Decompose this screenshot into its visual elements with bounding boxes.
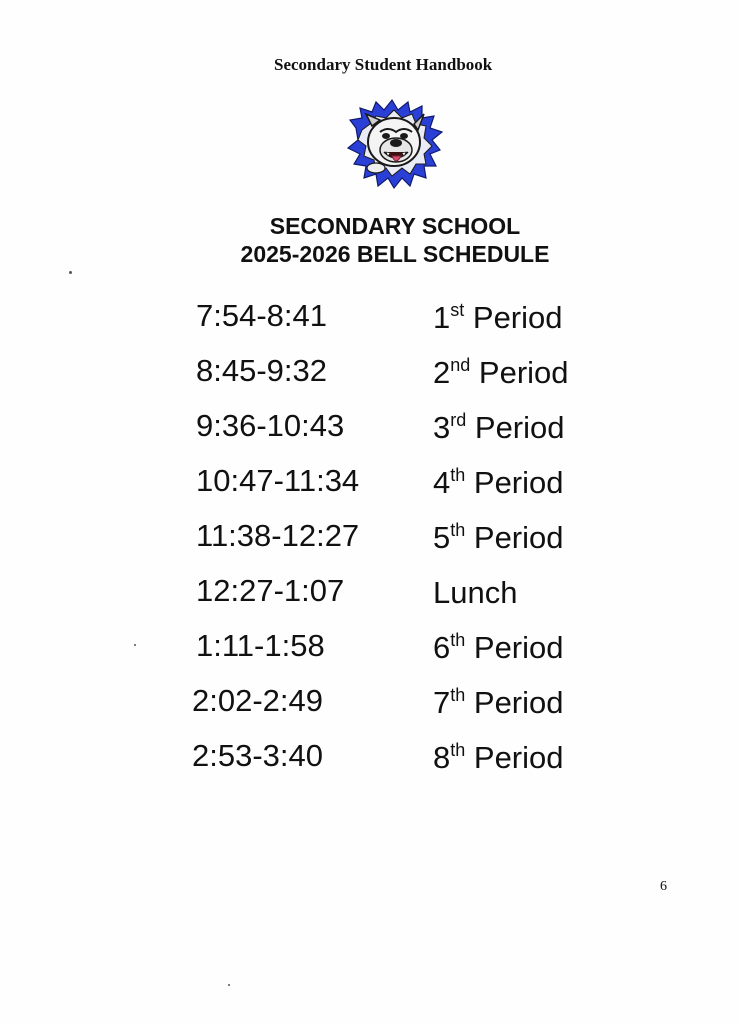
schedule-time: 7:54-8:41 <box>196 298 327 333</box>
schedule-time: 2:02-2:49 <box>192 683 323 718</box>
schedule-row <box>0 408 739 463</box>
schedule-period: 6th Period <box>433 630 564 665</box>
schedule-time: 1:11-1:58 <box>196 628 325 663</box>
schedule-row <box>0 463 739 518</box>
schedule-row <box>0 738 739 793</box>
schedule-period: 3rd Period <box>433 410 565 445</box>
title-line-2: 2025-2026 BELL SCHEDULE <box>240 241 550 267</box>
schedule-row <box>0 573 739 628</box>
scan-speck <box>228 984 230 986</box>
schedule-row <box>0 353 739 408</box>
scan-speck <box>69 271 72 274</box>
schedule-period: 2nd Period <box>433 355 569 390</box>
schedule-time: 10:47-11:34 <box>196 463 360 498</box>
schedule-period: 8th Period <box>433 740 564 775</box>
handbook-title: Secondary Student Handbook <box>274 55 493 74</box>
schedule-period: 4th Period <box>433 465 564 500</box>
schedule-row <box>0 298 739 353</box>
schedule-period: 5th Period <box>433 520 564 555</box>
schedule-time: 12:27-1:07 <box>196 573 345 608</box>
schedule-period: 7th Period <box>433 685 564 720</box>
schedule-period: Lunch <box>433 575 518 610</box>
schedule-time: 8:45-9:32 <box>196 353 327 388</box>
schedule-time: 11:38-12:27 <box>196 518 360 553</box>
schedule-row <box>0 683 739 738</box>
schedule-row <box>0 518 739 573</box>
schedule-time: 2:53-3:40 <box>192 738 323 773</box>
schedule-period: 1st Period <box>433 300 563 335</box>
schedule-title <box>0 212 739 268</box>
page-number: 6 <box>660 879 667 894</box>
title-line-1: SECONDARY SCHOOL <box>269 213 521 239</box>
scan-speck <box>134 644 136 646</box>
schedule-time: 9:36-10:43 <box>196 408 345 443</box>
schedule-row <box>0 628 739 683</box>
bulldog-mascot-icon <box>346 98 444 190</box>
